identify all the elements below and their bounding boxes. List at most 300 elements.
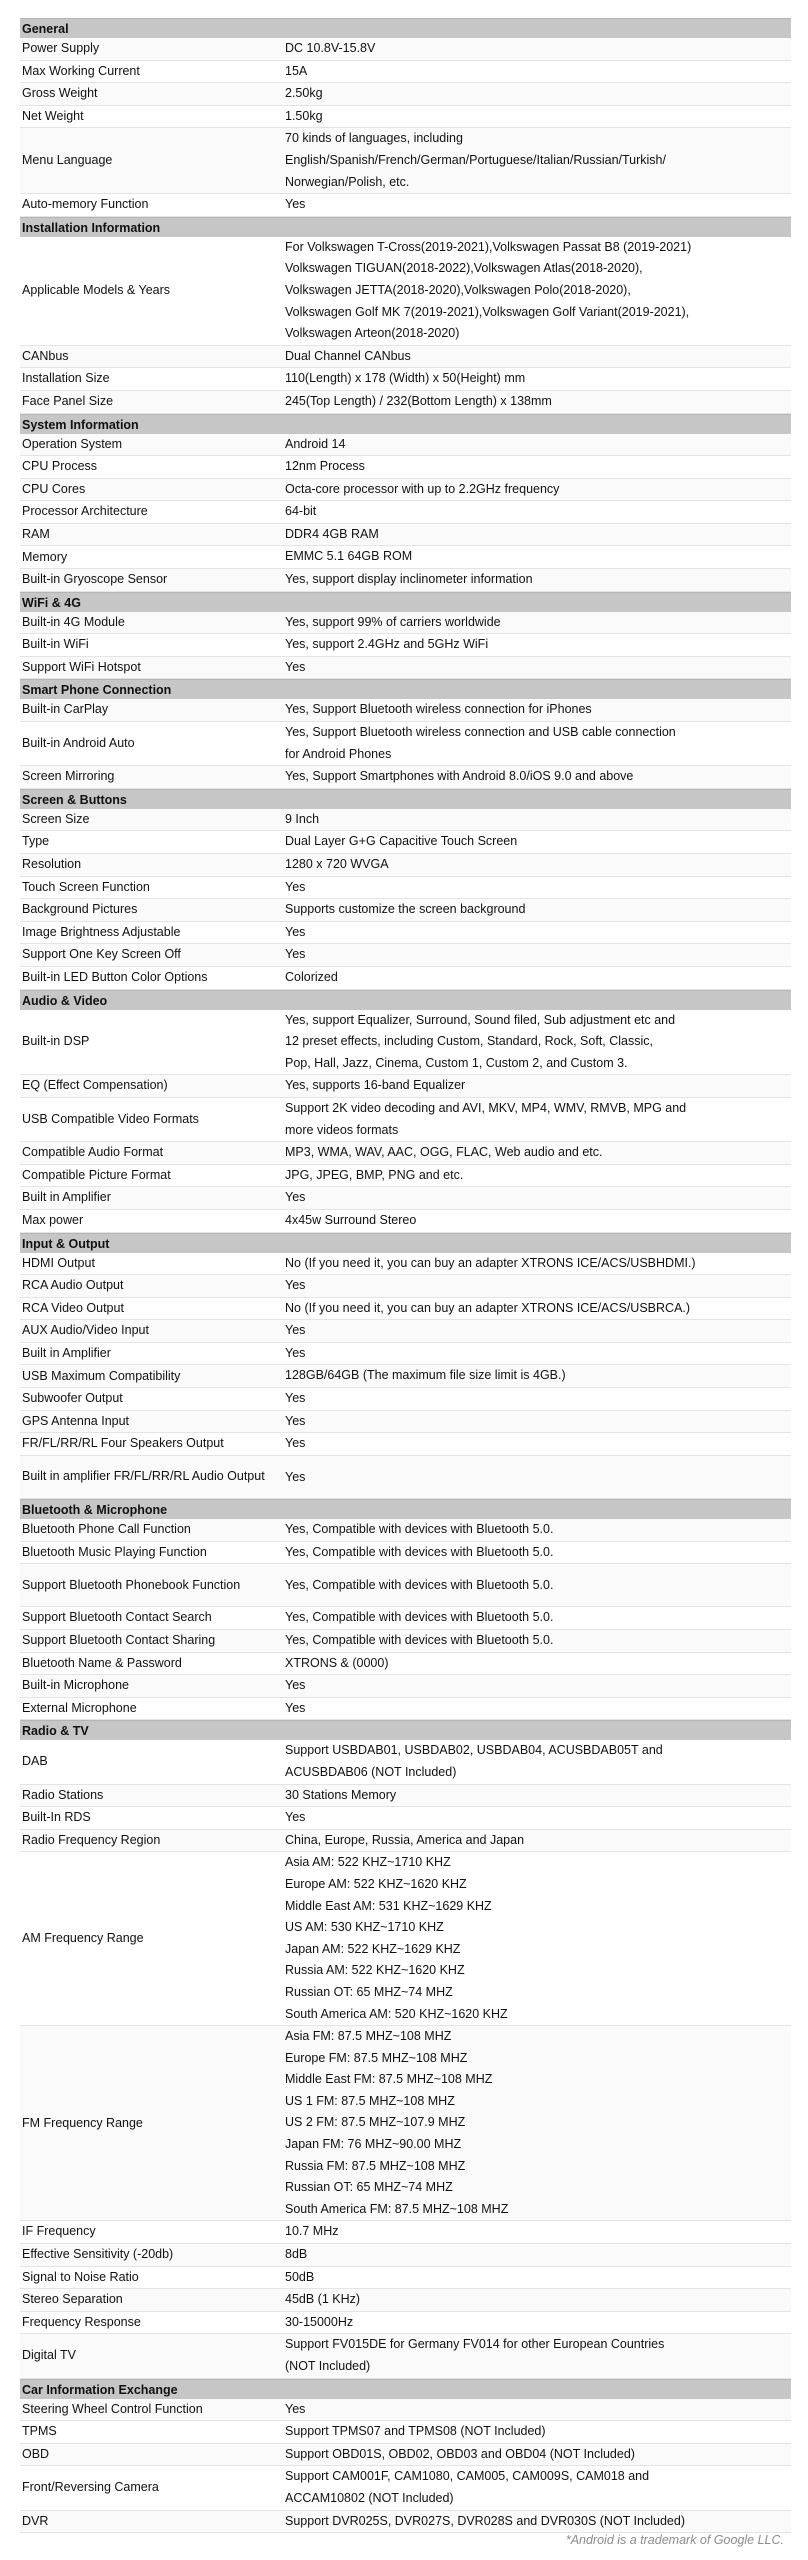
spec-row [20, 38, 791, 61]
spec-label: Memory [22, 549, 68, 564]
spec-value [285, 1320, 791, 1342]
section-header: Input & Output [20, 1233, 791, 1253]
spec-value [285, 1433, 791, 1455]
spec-row [20, 1343, 791, 1366]
spec-label: Support One Key Screen Off [22, 947, 181, 962]
spec-row [20, 479, 791, 502]
spec-value [285, 612, 791, 634]
spec-value-line: Colorized [285, 969, 338, 984]
spec-row [20, 1253, 791, 1276]
spec-value [285, 877, 791, 899]
spec-value-line: Yes [285, 947, 306, 962]
spec-value [285, 83, 791, 105]
spec-value [285, 1010, 791, 1075]
spec-value-line: 10.7 MHz [285, 2224, 339, 2239]
spec-value [285, 1698, 791, 1720]
section-header: Radio & TV [20, 1720, 791, 1740]
spec-value-line: DDR4 4GB RAM [285, 526, 379, 541]
spec-row [20, 106, 791, 129]
spec-value [285, 1519, 791, 1541]
spec-value [285, 1675, 791, 1697]
spec-value-line: (NOT Included) [285, 2359, 371, 2373]
spec-value [285, 1785, 791, 1807]
spec-value-line: 12 preset effects, including Custom, Standard, Rock, Soft, Classic, [285, 1034, 653, 1049]
spec-value [285, 569, 791, 591]
spec-row [20, 456, 791, 479]
spec-value-line: 12nm Process [285, 459, 365, 474]
spec-row [20, 634, 791, 657]
spec-row [20, 1142, 791, 1165]
spec-value-line: MP3, WMA, WAV, AAC, OGG, FLAC, Web audio and etc. [285, 1145, 603, 1160]
spec-row [20, 1698, 791, 1721]
spec-value-line: Yes [285, 1413, 306, 1428]
spec-value-line: Yes, Compatible with devices with Bluetooth 5.0. [285, 1610, 554, 1625]
spec-value [285, 1807, 791, 1829]
spec-value-line: 45dB (1 KHz) [285, 2292, 361, 2307]
spec-value-line: South America FM: 87.5 MHZ~108 MHZ [285, 2201, 509, 2216]
spec-value [285, 2289, 791, 2311]
spec-label: Max Working Current [22, 63, 140, 78]
spec-row [20, 391, 791, 414]
spec-row [20, 766, 791, 789]
spec-value [285, 2421, 791, 2443]
spec-row [20, 1519, 791, 1542]
spec-row [20, 899, 791, 922]
spec-value [285, 854, 791, 876]
spec-value-line: Europe FM: 87.5 MHZ~108 MHZ [285, 2050, 468, 2065]
spec-value-line: 50dB [285, 2269, 315, 2284]
spec-value-line: Asia FM: 87.5 MHZ~108 MHZ [285, 2029, 452, 2044]
spec-row [20, 1365, 791, 1388]
spec-value-line: Yes [285, 1190, 306, 1205]
spec-value-line: Yes, support display inclinometer information [285, 572, 533, 587]
spec-value-line: Support USBDAB01, USBDAB02, USBDAB04, ACUSBDAB05T and [285, 1743, 663, 1758]
spec-value-line: Volkswagen JETTA(2018-2020),Volkswagen Polo(2018-2020), [285, 282, 631, 297]
spec-value [285, 38, 791, 60]
spec-row [20, 2421, 791, 2444]
spec-value-line: No (If you need it, you can buy an adapter XTRONS ICE/ACS/USBHDMI.) [285, 1255, 696, 1270]
spec-label: Stereo Separation [22, 2292, 123, 2307]
spec-row [20, 877, 791, 900]
spec-label: Installation Size [22, 371, 110, 386]
spec-value-line: US 1 FM: 87.5 MHZ~108 MHZ [285, 2093, 455, 2108]
spec-label: Built in Amplifier [22, 1345, 111, 1360]
spec-value [285, 1365, 791, 1387]
spec-row [20, 1630, 791, 1653]
spec-value [285, 722, 791, 765]
spec-value-line: Octa-core processor with up to 2.2GHz frequency [285, 481, 560, 496]
spec-value [285, 194, 791, 216]
spec-value [285, 699, 791, 721]
spec-label: Effective Sensitivity (-20db) [22, 2247, 174, 2262]
section-header: System Information [20, 414, 791, 434]
spec-label: Image Brightness Adjustable [22, 924, 181, 939]
spec-value [285, 368, 791, 390]
spec-row [20, 1740, 791, 1784]
spec-row [20, 967, 791, 990]
spec-value [285, 2399, 791, 2421]
spec-value [285, 1630, 791, 1652]
spec-label: FM Frequency Range [22, 2115, 143, 2130]
spec-value-line: South America AM: 520 KHZ~1620 KHZ [285, 2006, 508, 2021]
spec-label: External Microphone [22, 1700, 137, 1715]
spec-value [285, 2026, 791, 2220]
spec-value-line: No (If you need it, you can buy an adapter XTRONS ICE/ACS/USBRCA.) [285, 1300, 691, 1315]
spec-label: Built-in LED Button Color Options [22, 970, 208, 985]
spec-label: Net Weight [22, 108, 84, 123]
spec-value-line: Yes [285, 659, 306, 674]
spec-row [20, 1165, 791, 1188]
spec-row [20, 61, 791, 84]
spec-value [285, 2312, 791, 2334]
spec-label: Built-in CarPlay [22, 702, 109, 717]
spec-label: RAM [22, 526, 50, 541]
spec-value [285, 657, 791, 679]
spec-label: Compatible Audio Format [22, 1145, 164, 1160]
spec-value [285, 2221, 791, 2243]
spec-label: Support Bluetooth Phonebook Function [22, 1577, 241, 1592]
spec-label: Built-in 4G Module [22, 614, 125, 629]
spec-value-line: 110(Length) x 178 (Width) x 50(Height) mm [285, 371, 526, 386]
spec-label: Operation System [22, 436, 123, 451]
spec-label: AUX Audio/Video Input [22, 1323, 149, 1338]
spec-row [20, 2334, 791, 2378]
spec-value-line: Yes, Compatible with devices with Bluetooth 5.0. [285, 1522, 554, 1537]
spec-label: CPU Process [22, 459, 98, 474]
spec-value-line: 70 kinds of languages, including [285, 131, 463, 146]
spec-row [20, 524, 791, 547]
spec-label: Steering Wheel Control Function [22, 2401, 203, 2416]
spec-value-line: Support TPMS07 and TPMS08 (NOT Included) [285, 2424, 546, 2439]
spec-value-line: more videos formats [285, 1122, 399, 1137]
spec-label: Type [22, 834, 50, 849]
spec-row [20, 237, 791, 346]
spec-row [20, 722, 791, 766]
spec-label: AM Frequency Range [22, 1930, 144, 1945]
spec-value-line: Yes [285, 879, 306, 894]
spec-label: Face Panel Size [22, 393, 114, 408]
spec-label: USB Compatible Video Formats [22, 1111, 199, 1126]
spec-label: Built-In RDS [22, 1810, 91, 1825]
spec-label: OBD [22, 2446, 50, 2461]
spec-label: Built in Amplifier [22, 1190, 111, 1205]
spec-value-line: Yes [285, 924, 306, 939]
spec-value-line: JPG, JPEG, BMP, PNG and etc. [285, 1167, 464, 1182]
spec-label: TPMS [22, 2424, 57, 2439]
spec-row [20, 2026, 791, 2221]
spec-value-line: English/Spanish/French/German/Portuguese/Italian/Russian/Turkish/ [285, 152, 666, 167]
spec-value-line: Yes, support 99% of carriers worldwide [285, 614, 501, 629]
spec-value [285, 1852, 791, 2025]
spec-label: Compatible Picture Format [22, 1167, 171, 1182]
spec-value-line: China, Europe, Russia, America and Japan [285, 1832, 525, 1847]
spec-value [285, 766, 791, 788]
spec-value-line: Yes, Compatible with devices with Bluetooth 5.0. [285, 1633, 554, 1647]
spec-label: Radio Frequency Region [22, 1832, 161, 1847]
spec-value [285, 1653, 791, 1675]
spec-value-line: ACCAM10802 (NOT Included) [285, 2490, 454, 2505]
spec-row [20, 501, 791, 524]
spec-value-line: Russian OT: 65 MHZ~74 MHZ [285, 1984, 453, 1999]
spec-value-line: Asia AM: 522 KHZ~1710 KHZ [285, 1855, 451, 1870]
spec-label: Resolution [22, 857, 82, 872]
spec-label: Background Pictures [22, 902, 138, 917]
spec-value [285, 346, 791, 368]
spec-value-line: Yes [285, 1345, 306, 1360]
spec-row [20, 546, 791, 569]
spec-value-line: Volkswagen TIGUAN(2018-2022),Volkswagen Atlas(2018-2020), [285, 261, 643, 276]
spec-value [285, 2444, 791, 2466]
spec-value [285, 2267, 791, 2289]
spec-value [285, 1142, 791, 1164]
spec-row [20, 922, 791, 945]
spec-value [285, 967, 791, 989]
spec-label: Subwoofer Output [22, 1391, 123, 1406]
spec-label: Processor Architecture [22, 504, 148, 519]
spec-row [20, 1275, 791, 1298]
spec-label: Frequency Response [22, 2314, 141, 2329]
spec-label: Support WiFi Hotspot [22, 659, 141, 674]
spec-value-line: Yes [285, 1391, 306, 1406]
spec-value [285, 1411, 791, 1433]
spec-row [20, 2312, 791, 2335]
spec-label: Radio Stations [22, 1787, 104, 1802]
spec-row [20, 1807, 791, 1830]
spec-label: HDMI Output [22, 1255, 95, 1270]
spec-value [285, 546, 791, 568]
spec-row [20, 1098, 791, 1142]
spec-value-line: Yes, supports 16-band Equalizer [285, 1078, 466, 1093]
spec-value [285, 1253, 791, 1275]
spec-row [20, 1187, 791, 1210]
spec-value [285, 524, 791, 546]
spec-row [20, 1210, 791, 1233]
spec-row [20, 2399, 791, 2422]
spec-value-line: Japan FM: 76 MHZ~90.00 MHZ [285, 2137, 462, 2152]
spec-label: RCA Audio Output [22, 1278, 124, 1293]
spec-table [20, 18, 791, 2533]
spec-row [20, 2267, 791, 2290]
spec-row [20, 1433, 791, 1456]
spec-value [285, 1075, 791, 1097]
spec-value [285, 831, 791, 853]
spec-value-line: Pop, Hall, Jazz, Cinema, Custom 1, Custom 2, and Custom 3. [285, 1055, 628, 1070]
spec-value-line: Support 2K video decoding and AVI, MKV, MP4, WMV, RMVB, MPG and [285, 1100, 687, 1115]
spec-value-line: Norwegian/Polish, etc. [285, 174, 410, 189]
spec-value-line: Yes [285, 1278, 306, 1293]
spec-value-line: Yes [285, 1700, 306, 1715]
spec-value-line: Yes, support 2.4GHz and 5GHz WiFi [285, 637, 489, 652]
spec-value [285, 1343, 791, 1365]
spec-value-line: Russian OT: 65 MHZ~74 MHZ [285, 2180, 453, 2195]
section-header: WiFi & 4G [20, 592, 791, 612]
spec-value [285, 1740, 791, 1783]
spec-value-line: ACUSBDAB06 (NOT Included) [285, 1764, 457, 1779]
spec-value-line: Russia FM: 87.5 MHZ~108 MHZ [285, 2158, 466, 2173]
spec-label: Built-in Gryoscope Sensor [22, 572, 168, 587]
spec-value-line: Yes [285, 1323, 306, 1338]
spec-value-line: Russia AM: 522 KHZ~1620 KHZ [285, 1963, 465, 1978]
spec-value-line: for Android Phones [285, 746, 392, 761]
spec-value-line: Volkswagen Golf MK 7(2019-2021),Volkswagen Golf Variant(2019-2021), [285, 304, 690, 319]
spec-value-line: Yes [285, 2401, 306, 2416]
spec-label: CPU Cores [22, 481, 86, 496]
spec-row [20, 128, 791, 194]
spec-value-line: Support FV015DE for Germany FV014 for other European Countries [285, 2337, 665, 2352]
spec-label: Built-in DSP [22, 1034, 90, 1049]
spec-row [20, 1075, 791, 1098]
spec-row [20, 1785, 791, 1808]
spec-value-line: 2.50kg [285, 86, 323, 101]
section-header: Screen & Buttons [20, 789, 791, 809]
spec-value-line: XTRONS & (0000) [285, 1655, 389, 1670]
spec-value-line: Dual Layer G+G Capacitive Touch Screen [285, 834, 518, 849]
spec-value [285, 1165, 791, 1187]
spec-value-line: Yes, Compatible with devices with Bluetooth 5.0. [285, 1578, 554, 1593]
spec-value [285, 944, 791, 966]
spec-value-line: 8dB [285, 2247, 308, 2262]
spec-value-line: Europe AM: 522 KHZ~1620 KHZ [285, 1876, 467, 1891]
spec-label: Signal to Noise Ratio [22, 2269, 139, 2284]
spec-row [20, 1564, 791, 1607]
spec-value-line: Android 14 [285, 436, 346, 451]
spec-label: Built-in Android Auto [22, 735, 135, 750]
spec-label: Screen Size [22, 811, 90, 826]
spec-row [20, 1456, 791, 1499]
section-header: Installation Information [20, 217, 791, 237]
spec-value-line: 15A [285, 63, 308, 78]
spec-row [20, 2444, 791, 2467]
spec-label: Touch Screen Function [22, 879, 150, 894]
spec-value [285, 106, 791, 128]
spec-label: Bluetooth Name & Password [22, 1655, 182, 1670]
spec-value-line: US 2 FM: 87.5 MHZ~107.9 MHZ [285, 2115, 466, 2130]
spec-value-line: Japan AM: 522 KHZ~1629 KHZ [285, 1941, 461, 1956]
section-header: Smart Phone Connection [20, 679, 791, 699]
spec-value-line: 1.50kg [285, 108, 323, 123]
spec-label: Built-in WiFi [22, 637, 89, 652]
spec-row [20, 809, 791, 832]
spec-value-line: Support CAM001F, CAM1080, CAM005, CAM009S, CAM018 and [285, 2469, 650, 2484]
spec-row [20, 854, 791, 877]
spec-row [20, 1010, 791, 1076]
spec-value-line: Yes [285, 197, 306, 212]
spec-label: RCA Video Output [22, 1300, 124, 1315]
spec-value-line: 64-bit [285, 504, 317, 519]
spec-value [285, 1830, 791, 1852]
spec-label: Menu Language [22, 153, 113, 168]
spec-value-line: DC 10.8V-15.8V [285, 41, 376, 55]
spec-label: Auto-memory Function [22, 197, 149, 212]
spec-value [285, 1187, 791, 1209]
spec-label: Bluetooth Music Playing Function [22, 1544, 207, 1559]
spec-value-line: Yes, support Equalizer, Surround, Sound filed, Sub adjustment etc and [285, 1012, 676, 1027]
spec-value [285, 479, 791, 501]
spec-value [285, 456, 791, 478]
spec-value-line: Yes, Support Bluetooth wireless connection and USB cable connection [285, 725, 676, 740]
spec-value [285, 1388, 791, 1410]
spec-label: DAB [22, 1754, 48, 1769]
spec-value [285, 2244, 791, 2266]
spec-label: Digital TV [22, 2348, 76, 2363]
spec-row [20, 1653, 791, 1676]
spec-value-line: Yes, Compatible with devices with Bluetooth 5.0. [285, 1544, 554, 1559]
spec-value [285, 237, 791, 345]
spec-value-line: Yes, Support Bluetooth wireless connection for iPhones [285, 702, 592, 717]
spec-label: Power Supply [22, 41, 100, 56]
spec-value-line: 128GB/64GB (The maximum file size limit is 4GB.) [285, 1368, 566, 1383]
spec-label: Support Bluetooth Contact Sharing [22, 1633, 216, 1648]
spec-label: FR/FL/RR/RL Four Speakers Output [22, 1436, 224, 1451]
spec-value-line: For Volkswagen T-Cross(2019-2021),Volkswagen Passat B8 (2019-2021) [285, 239, 692, 254]
spec-value-line: Yes [285, 1678, 306, 1693]
section-header: Car Information Exchange [20, 2379, 791, 2399]
spec-value [285, 391, 791, 413]
spec-value-line: EMMC 5.1 64GB ROM [285, 549, 413, 564]
spec-row [20, 346, 791, 369]
spec-value [285, 61, 791, 83]
spec-value-line: Yes [285, 1469, 306, 1484]
spec-value [285, 1210, 791, 1232]
spec-value-line: Yes [285, 1436, 306, 1451]
spec-row [20, 1607, 791, 1630]
spec-row [20, 434, 791, 457]
spec-row [20, 699, 791, 722]
spec-label: Built-in Microphone [22, 1678, 129, 1693]
spec-value [285, 922, 791, 944]
spec-row [20, 1852, 791, 2026]
spec-row [20, 1298, 791, 1321]
spec-label: Max power [22, 1212, 84, 1227]
spec-label: EQ (Effect Compensation) [22, 1078, 168, 1093]
spec-value [285, 1098, 791, 1141]
spec-row [20, 831, 791, 854]
spec-row [20, 1320, 791, 1343]
spec-row [20, 2244, 791, 2267]
spec-label: Screen Mirroring [22, 769, 115, 784]
spec-row [20, 657, 791, 680]
spec-value [285, 2511, 791, 2533]
spec-value [285, 1607, 791, 1629]
spec-row [20, 612, 791, 635]
spec-row [20, 569, 791, 592]
spec-value [285, 899, 791, 921]
spec-label: DVR [22, 2513, 49, 2528]
spec-value-line: Volkswagen Arteon(2018-2020) [285, 326, 460, 341]
spec-label: IF Frequency [22, 2224, 96, 2239]
spec-value [285, 1456, 791, 1488]
spec-label: Support Bluetooth Contact Search [22, 1610, 212, 1625]
spec-label: CANbus [22, 348, 69, 363]
spec-value [285, 1275, 791, 1297]
section-header: General [20, 18, 791, 38]
spec-row [20, 368, 791, 391]
section-header: Bluetooth & Microphone [20, 1499, 791, 1519]
section-header: Audio & Video [20, 990, 791, 1010]
spec-value [285, 128, 791, 193]
spec-value-line: Supports customize the screen background [285, 902, 526, 917]
spec-value-line: Support OBD01S, OBD02, OBD03 and OBD04 (NOT Included) [285, 2446, 635, 2461]
spec-value [285, 501, 791, 523]
spec-value-line: 30 Stations Memory [285, 1787, 397, 1802]
spec-row [20, 2289, 791, 2312]
spec-label: GPS Antenna Input [22, 1413, 130, 1428]
spec-value-line: Yes [285, 1810, 306, 1825]
spec-value [285, 1542, 791, 1564]
spec-value [285, 634, 791, 656]
spec-label: Bluetooth Phone Call Function [22, 1522, 191, 1537]
spec-value-line: 245(Top Length) / 232(Bottom Length) x 138mm [285, 393, 552, 408]
